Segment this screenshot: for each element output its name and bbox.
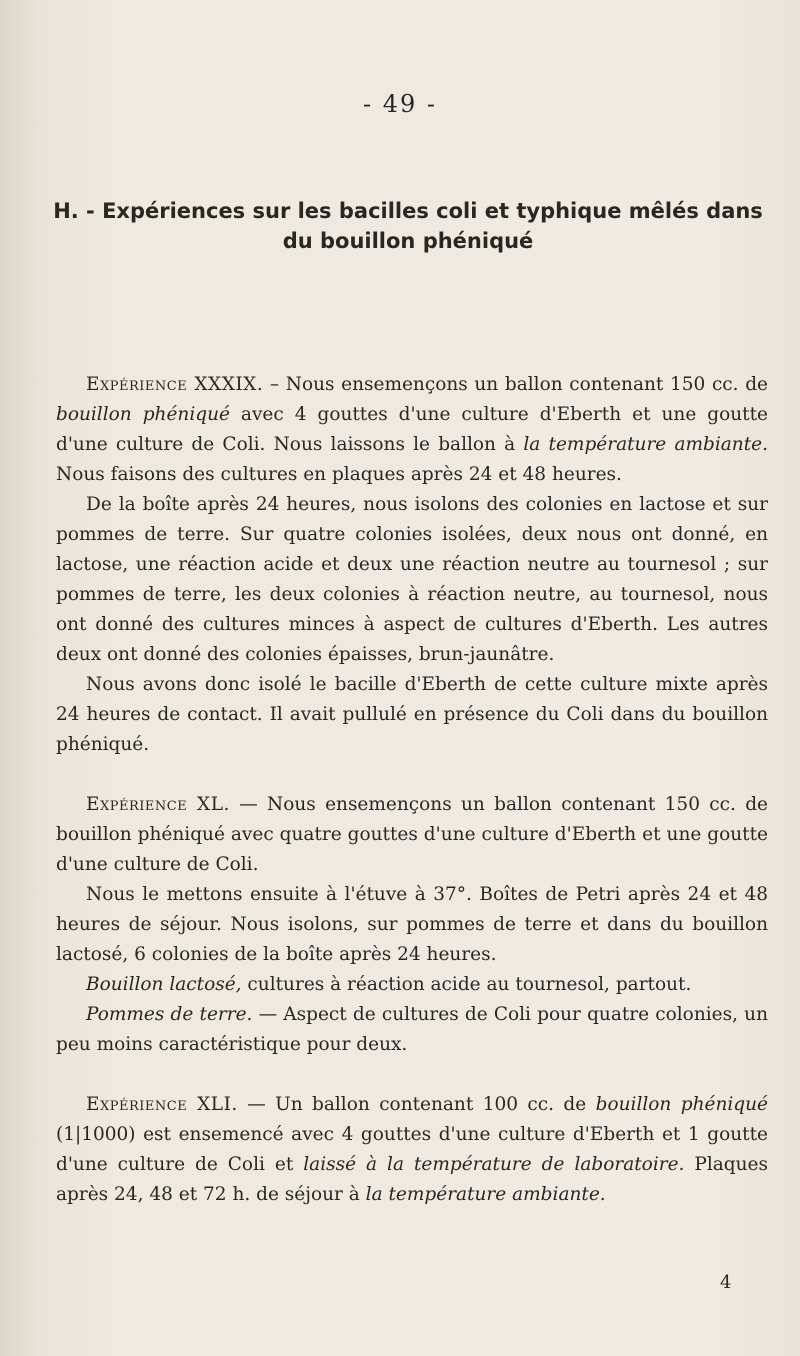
- experiment-41-paragraph: [56, 1090, 768, 1210]
- text-run: cultures à réaction acide au tournesol, partout.: [241, 974, 692, 995]
- heading-line-2: du bouillon phéniqué: [282, 229, 534, 253]
- italic-run: bouillon phéniqué: [56, 404, 230, 425]
- experiment-40-paragraph: [56, 790, 768, 880]
- signature-mark: 4: [720, 1272, 732, 1293]
- italic-run: bouillon phéniqué: [595, 1094, 768, 1115]
- text-run: – Nous ensemençons un ballon contenant 150 cc. de: [263, 374, 768, 395]
- potatoes-paragraph: [56, 1000, 768, 1060]
- italic-run: la température ambiante.: [523, 434, 768, 455]
- body-text: [56, 370, 768, 1210]
- heading-line-1: H. - Expériences sur les bacilles coli et typhique mêlés dans: [53, 199, 763, 223]
- experiment-39-paragraph: [56, 370, 768, 490]
- text-run: Nous faisons des cultures en plaques après 24 et 48 heures.: [56, 464, 622, 485]
- text-run: — Nous ensemençons un ballon contenant 150 cc. de bouillon phéniqué avec quatre gouttes d'une culture d'Eberth et une goutte d'une culture de Coli.: [56, 794, 768, 875]
- experiment-40-label: Expérience XL.: [86, 794, 230, 815]
- lactose-label: Bouillon lactosé,: [86, 974, 242, 995]
- text-run: avec 4 gouttes d'une culture d'Eberth et une goutte d'une culture de Coli. Nous laissons le ballon à: [56, 404, 768, 455]
- experiment-41-label: Expérience XLI.: [86, 1094, 238, 1115]
- conclusion-paragraph: Nous avons donc isolé le bacille d'Eberth de cette culture mixte après 24 heures de contact. Il avait pullulé en présence du Coli dans du bouillon phéniqué.: [56, 674, 768, 755]
- text-run: Plaques après 24, 48 et 72 h. de séjour à: [56, 1154, 768, 1205]
- page-number: - 49 -: [362, 90, 437, 118]
- section-heading: [48, 196, 768, 256]
- text-run: — Un ballon contenant 100 cc. de: [237, 1094, 596, 1115]
- potatoes-label: Pommes de terre.: [86, 1004, 253, 1025]
- colonies-paragraph: De la boîte après 24 heures, nous isolons des colonies en lactose et sur pommes de terre. Sur quatre colonies isolées, deux nous ont donné, en lactose, une réaction acide et deux une réaction neutre au tournesol ; sur pommes de terre, les deux colonies à réaction neutre, au tournesol, nous ont donné des cultures minces à aspect de cultures d'Eberth. Les autres deux ont donné des colonies épaisses, brun-jaunâtre.: [56, 494, 768, 665]
- italic-run: laissé à la température de laboratoire.: [303, 1154, 685, 1175]
- text-run: — Aspect de cultures de Coli pour quatre colonies, un peu moins caractéristique pour deux.: [56, 1004, 768, 1055]
- incubation-paragraph: Nous le mettons ensuite à l'étuve à 37°. Boîtes de Petri après 24 et 48 heures de séjour. Nous isolons, sur pommes de terre et dans du bouillon lactosé, 6 colonies de la boîte après 24 heures.: [56, 884, 768, 965]
- italic-run: la température ambiante.: [365, 1184, 606, 1205]
- lactose-paragraph: [56, 970, 768, 1000]
- experiment-39-label: Expérience XXXIX.: [86, 374, 264, 395]
- text-run: (1|1000) est ensemencé avec 4 gouttes d'une culture d'Eberth et 1 goutte d'une culture de Coli et: [56, 1124, 768, 1175]
